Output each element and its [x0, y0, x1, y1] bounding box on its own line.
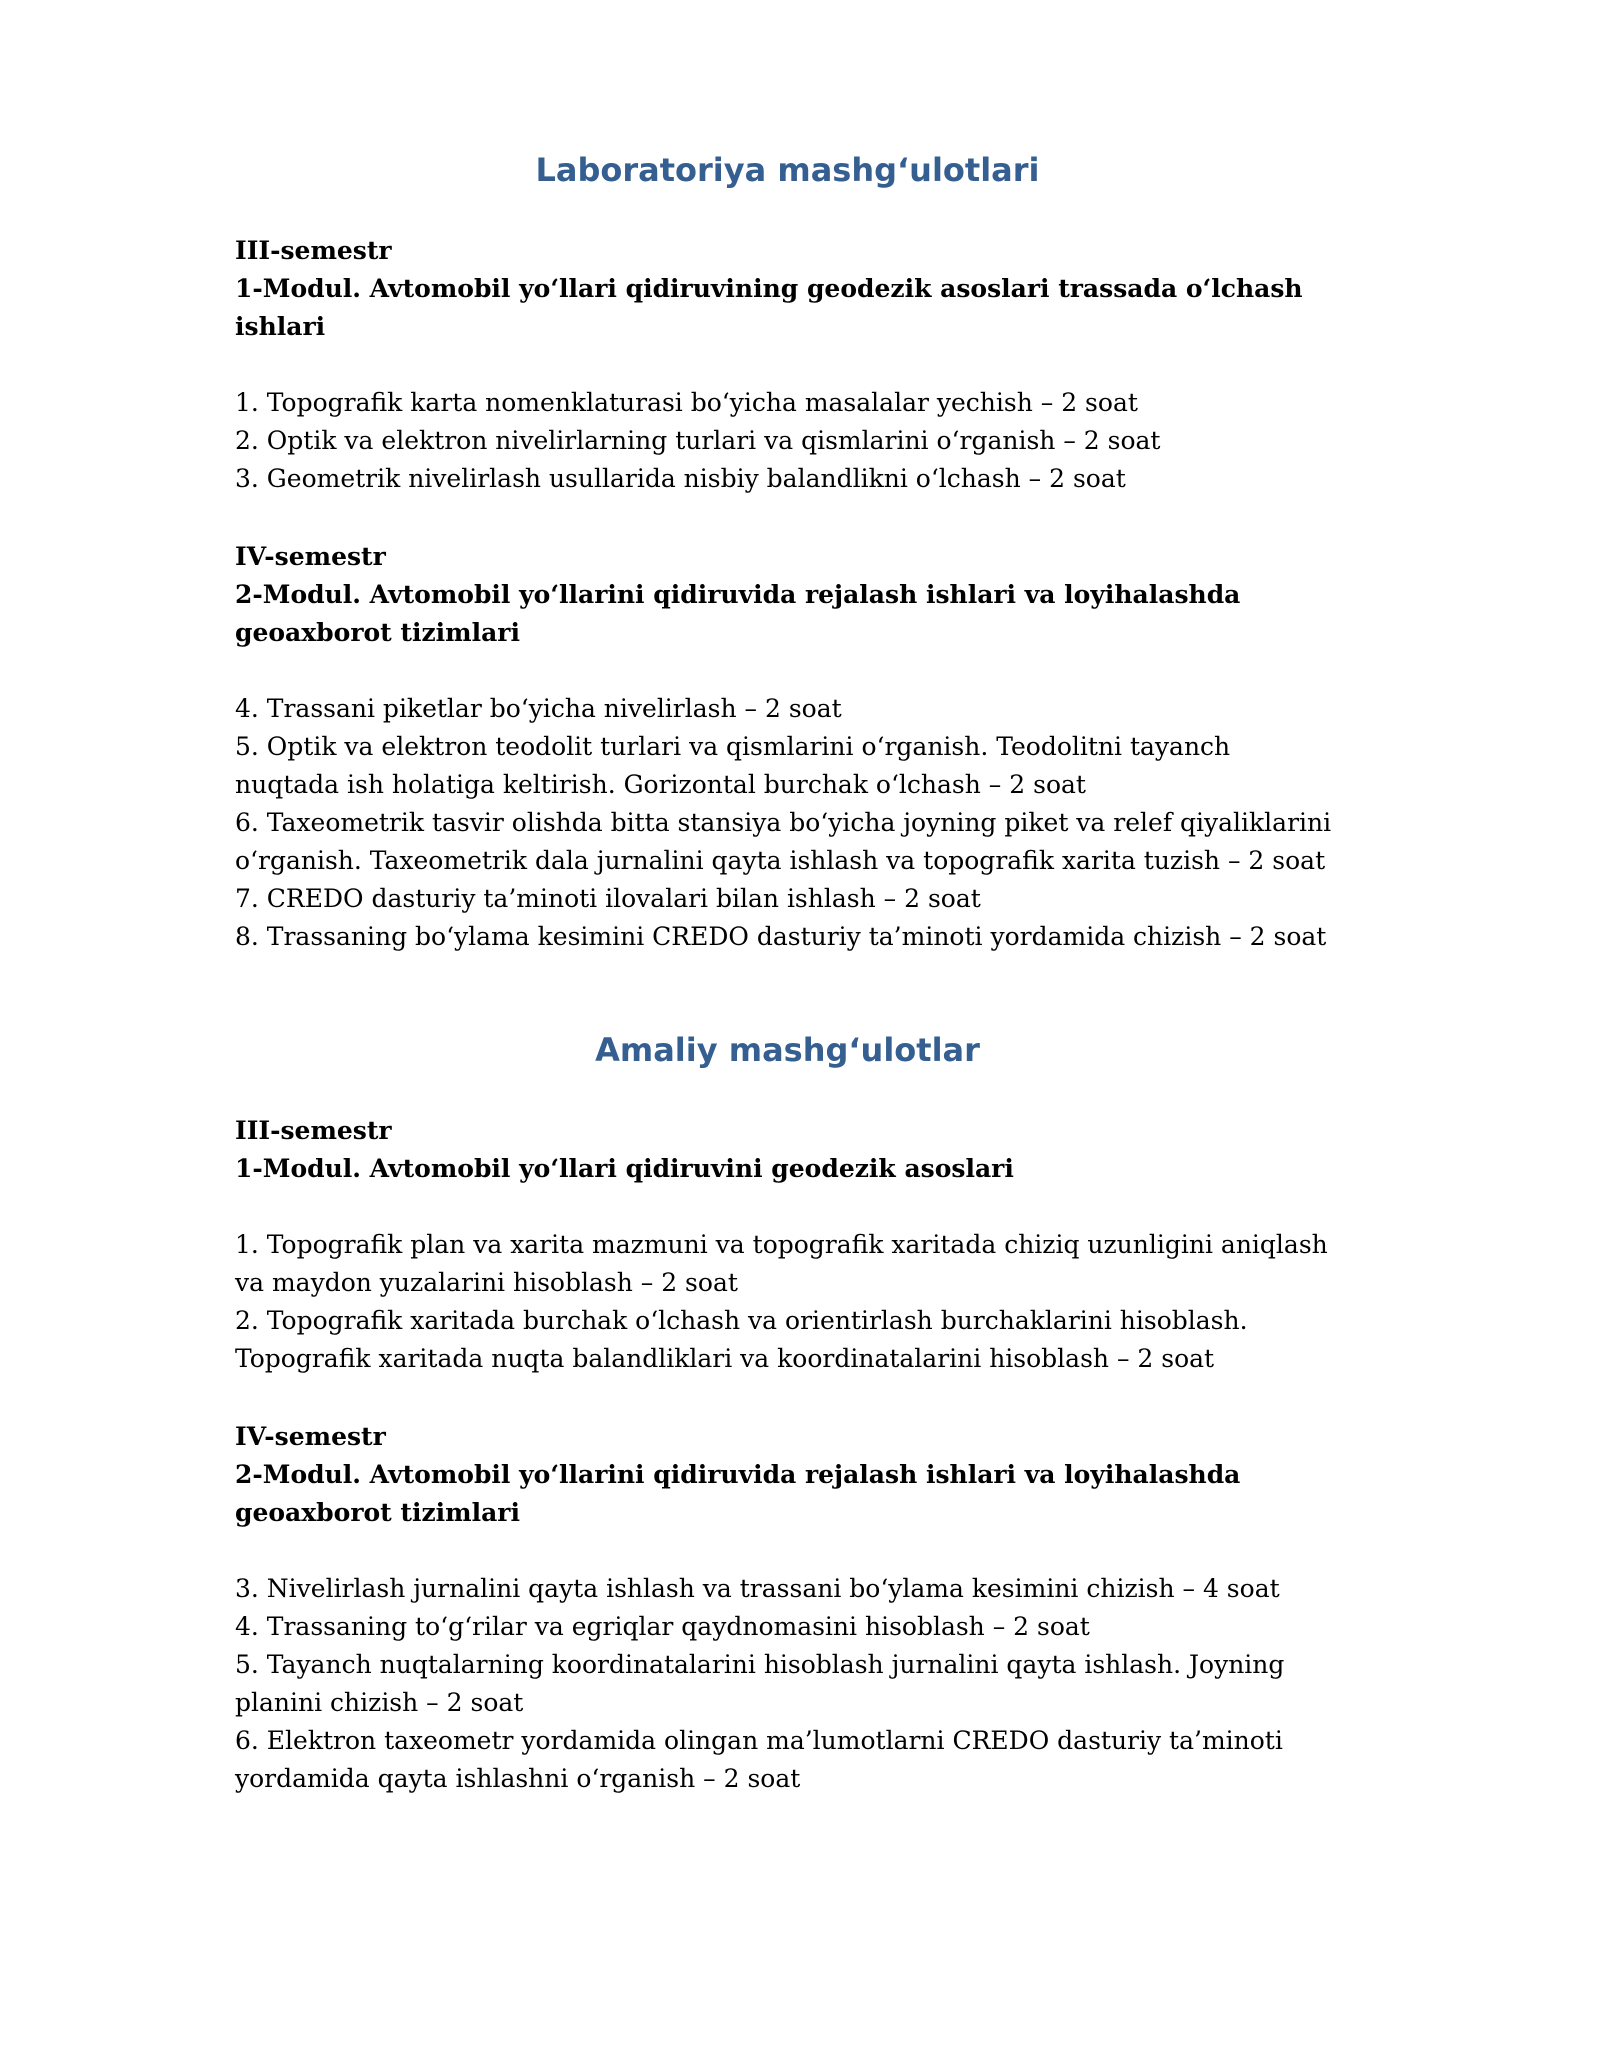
topic-item: 4. Trassaning to‘g‘rilar va egriqlar qaydnomasini hisoblash – 2 soat: [235, 1612, 1090, 1641]
topic-item: 6. Elektron taxeometr yordamida olingan ma’lumotlarni CREDO dasturiy ta’minoti yordamida qayta ishlashni o‘rganish – 2 soat: [235, 1726, 1283, 1793]
topic-list: [235, 384, 1340, 498]
topic-item: 6. Taxeometrik tasvir olishda bitta stansiya bo‘yicha joyning piket va relef qiyaliklarini o‘rganish. Taxeometrik dala jurnalini qayta ishlash va topografik xarita tuzish – 2 soat: [235, 808, 1332, 875]
section-laboratory: [235, 148, 1340, 956]
topic-item: 5. Optik va elektron teodolit turlari va qismlarini o‘rganish. Teodolitni tayanch nuqtada ish holatiga keltirish. Gorizontal burchak o‘lchash – 2 soat: [235, 732, 1231, 799]
module-heading: 1-Modul. Avtomobil yo‘llari qidiruvini geodezik asoslari: [235, 1154, 1014, 1183]
topic-item: 7. CREDO dasturiy ta’minoti ilovalari bilan ishlash – 2 soat: [235, 884, 981, 913]
topic-item: 2. Optik va elektron nivelirlarning turlari va qismlarini o‘rganish – 2 soat: [235, 426, 1161, 455]
module-heading: 1-Modul. Avtomobil yo‘llari qidiruvining geodezik asoslari trassada o‘lchash ishlari: [235, 274, 1303, 341]
semester-block: [235, 538, 1340, 956]
semester-heading: III-semestr: [235, 236, 392, 265]
semester-heading: IV-semestr: [235, 1422, 386, 1451]
section-title: Amaliy mashg‘ulotlar: [595, 1031, 980, 1069]
topic-list: [235, 1570, 1340, 1798]
topic-item: 8. Trassaning bo‘ylama kesimini CREDO dasturiy ta’minoti yordamida chizish – 2 soat: [235, 922, 1327, 951]
topic-list: [235, 1226, 1340, 1378]
topic-item: 2. Topografik xaritada burchak o‘lchash va orientirlash burchaklarini hisoblash. Topografik xaritada nuqta balandliklari va koordinatalarini hisoblash – 2 soat: [235, 1306, 1248, 1373]
semester-block: [235, 1418, 1340, 1798]
module-heading: 2-Modul. Avtomobil yo‘llarini qidiruvida rejalash ishlari va loyihalashda geoaxborot tizimlari: [235, 1460, 1241, 1527]
topic-item: 3. Nivelirlash jurnalini qayta ishlash va trassani bo‘ylama kesimini chizish – 4 soat: [235, 1574, 1280, 1603]
section-practical: [235, 1028, 1340, 1798]
section-title: Laboratoriya mashg‘ulotlari: [535, 151, 1040, 189]
topic-item: 1. Topografik plan va xarita mazmuni va topografik xaritada chiziq uzunligini aniqlash va maydon yuzalarini hisoblash – 2 soat: [235, 1230, 1328, 1297]
semester-heading: III-semestr: [235, 1116, 392, 1145]
topic-item: 5. Tayanch nuqtalarning koordinatalarini hisoblash jurnalini qayta ishlash. Joyning planini chizish – 2 soat: [235, 1650, 1285, 1717]
semester-heading: IV-semestr: [235, 542, 386, 571]
topic-list: [235, 690, 1340, 956]
semester-block: [235, 1112, 1340, 1378]
semester-block: [235, 232, 1340, 498]
topic-item: 4. Trassani piketlar bo‘yicha nivelirlash – 2 soat: [235, 694, 842, 723]
topic-item: 3. Geometrik nivelirlash usullarida nisbiy balandlikni o‘lchash – 2 soat: [235, 464, 1126, 493]
topic-item: 1. Topografik karta nomenklaturasi bo‘yicha masalalar yechish – 2 soat: [235, 388, 1138, 417]
module-heading: 2-Modul. Avtomobil yo‘llarini qidiruvida rejalash ishlari va loyihalashda geoaxborot tizimlari: [235, 580, 1241, 647]
